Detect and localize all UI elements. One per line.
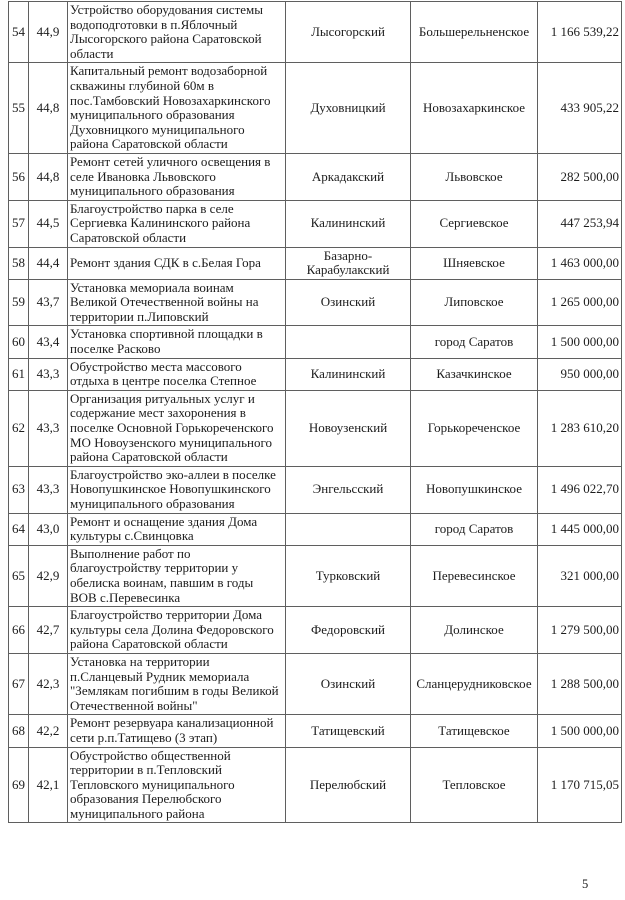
- row-number-cell: 61: [9, 358, 29, 390]
- amount-cell: 1 279 500,00: [538, 607, 622, 654]
- row-number-cell: 68: [9, 715, 29, 747]
- table-row: [9, 545, 622, 606]
- score-cell: 42,2: [29, 715, 68, 747]
- project-description-cell: Благоустройство парка в селе Сергиевка Калининского района Саратовской области: [68, 200, 286, 247]
- district-cell: Турковский: [286, 545, 411, 606]
- row-number-cell: 55: [9, 63, 29, 154]
- amount-cell: 1 288 500,00: [538, 653, 622, 714]
- table-row: [9, 326, 622, 358]
- municipality-cell: Новопушкинское: [411, 466, 538, 513]
- amount-cell: 1 500 000,00: [538, 326, 622, 358]
- municipality-cell: Тепловское: [411, 747, 538, 823]
- district-cell: Калининский: [286, 200, 411, 247]
- amount-cell: 1 500 000,00: [538, 715, 622, 747]
- row-number-cell: 59: [9, 279, 29, 326]
- project-description-cell: Ремонт сетей уличного освещения в селе Ивановка Львовского муниципального образования: [68, 153, 286, 200]
- amount-cell: 321 000,00: [538, 545, 622, 606]
- municipality-cell: Казачкинское: [411, 358, 538, 390]
- district-cell: [286, 326, 411, 358]
- project-description-cell: Установка мемориала воинам Великой Отечественной войны на территории п.Липовский: [68, 279, 286, 326]
- project-description-cell: Организация ритуальных услуг и содержание мест захоронения в поселке Основной Горькореченского МО Новоузенского муниципального района Саратовской области: [68, 390, 286, 466]
- district-cell: Калининский: [286, 358, 411, 390]
- projects-ranking-table: [8, 1, 622, 823]
- amount-cell: 1 496 022,70: [538, 466, 622, 513]
- district-cell: Федоровский: [286, 607, 411, 654]
- row-number-cell: 63: [9, 466, 29, 513]
- row-number-cell: 58: [9, 247, 29, 279]
- district-cell: Духовницкий: [286, 63, 411, 154]
- amount-cell: 433 905,22: [538, 63, 622, 154]
- row-number-cell: 62: [9, 390, 29, 466]
- district-cell: Перелюбский: [286, 747, 411, 823]
- municipality-cell: Татищевское: [411, 715, 538, 747]
- score-cell: 44,5: [29, 200, 68, 247]
- table-row: [9, 153, 622, 200]
- score-cell: 43,3: [29, 358, 68, 390]
- municipality-cell: Львовское: [411, 153, 538, 200]
- district-cell: Аркадакский: [286, 153, 411, 200]
- municipality-cell: Новозахаркинское: [411, 63, 538, 154]
- score-cell: 44,9: [29, 2, 68, 63]
- project-description-cell: Установка спортивной площадки в поселке Расково: [68, 326, 286, 358]
- amount-cell: 1 283 610,20: [538, 390, 622, 466]
- amount-cell: 1 445 000,00: [538, 513, 622, 545]
- page-number: 5: [582, 877, 589, 891]
- municipality-cell: город Саратов: [411, 513, 538, 545]
- amount-cell: 447 253,94: [538, 200, 622, 247]
- project-description-cell: Выполнение работ по благоустройству территории у обелиска воинам, павшим в годы ВОВ с.Перевесинка: [68, 545, 286, 606]
- district-cell: Энгельсский: [286, 466, 411, 513]
- amount-cell: 282 500,00: [538, 153, 622, 200]
- project-description-cell: Ремонт здания СДК в с.Белая Гора: [68, 247, 286, 279]
- project-description-cell: Обустройство общественной территории в п.Тепловский Тепловского муниципального образования Перелюбского муниципального района: [68, 747, 286, 823]
- district-cell: [286, 513, 411, 545]
- municipality-cell: Долинское: [411, 607, 538, 654]
- municipality-cell: Большерельненское: [411, 2, 538, 63]
- table-row: [9, 279, 622, 326]
- table-body: [9, 2, 622, 823]
- table-row: [9, 513, 622, 545]
- table-row: [9, 358, 622, 390]
- score-cell: 43,3: [29, 466, 68, 513]
- project-description-cell: Установка на территории п.Сланцевый Рудник мемориала "Землякам погибшим в годы Великой Отечественной войны": [68, 653, 286, 714]
- district-cell: Лысогорский: [286, 2, 411, 63]
- table-row: [9, 247, 622, 279]
- amount-cell: 1 463 000,00: [538, 247, 622, 279]
- table-row: [9, 63, 622, 154]
- district-cell: Новоузенский: [286, 390, 411, 466]
- project-description-cell: Ремонт резервуара канализационной сети р.п.Татищево (3 этап): [68, 715, 286, 747]
- project-description-cell: Обустройство места массового отдыха в центре поселка Степное: [68, 358, 286, 390]
- table-row: [9, 747, 622, 823]
- project-description-cell: Капитальный ремонт водозаборной скважины глубиной 60м в пос.Тамбовский Новозахаркинского муниципального образования Духовницкого муниципального района Саратовской области: [68, 63, 286, 154]
- municipality-cell: город Саратов: [411, 326, 538, 358]
- table-row: [9, 715, 622, 747]
- amount-cell: 1 166 539,22: [538, 2, 622, 63]
- score-cell: 44,4: [29, 247, 68, 279]
- district-cell: Озинский: [286, 279, 411, 326]
- municipality-cell: Сланцерудниковское: [411, 653, 538, 714]
- municipality-cell: Перевесинское: [411, 545, 538, 606]
- row-number-cell: 57: [9, 200, 29, 247]
- score-cell: 42,1: [29, 747, 68, 823]
- score-cell: 44,8: [29, 63, 68, 154]
- project-description-cell: Благоустройство территории Дома культуры села Долина Федоровского района Саратовской области: [68, 607, 286, 654]
- score-cell: 42,7: [29, 607, 68, 654]
- score-cell: 42,3: [29, 653, 68, 714]
- district-cell: Татищевский: [286, 715, 411, 747]
- score-cell: 43,3: [29, 390, 68, 466]
- project-description-cell: Ремонт и оснащение здания Дома культуры с.Свинцовка: [68, 513, 286, 545]
- score-cell: 43,4: [29, 326, 68, 358]
- amount-cell: 950 000,00: [538, 358, 622, 390]
- table-row: [9, 2, 622, 63]
- table-row: [9, 200, 622, 247]
- district-cell: Озинский: [286, 653, 411, 714]
- district-cell: Базарно-Карабулакский: [286, 247, 411, 279]
- score-cell: 44,8: [29, 153, 68, 200]
- municipality-cell: Шняевское: [411, 247, 538, 279]
- project-description-cell: Устройство оборудования системы водоподготовки в п.Яблочный Лысогорского района Саратовской области: [68, 2, 286, 63]
- row-number-cell: 65: [9, 545, 29, 606]
- row-number-cell: 69: [9, 747, 29, 823]
- table-row: [9, 607, 622, 654]
- table-row: [9, 390, 622, 466]
- row-number-cell: 67: [9, 653, 29, 714]
- score-cell: 43,7: [29, 279, 68, 326]
- row-number-cell: 60: [9, 326, 29, 358]
- row-number-cell: 66: [9, 607, 29, 654]
- row-number-cell: 56: [9, 153, 29, 200]
- amount-cell: 1 170 715,05: [538, 747, 622, 823]
- score-cell: 43,0: [29, 513, 68, 545]
- row-number-cell: 54: [9, 2, 29, 63]
- row-number-cell: 64: [9, 513, 29, 545]
- municipality-cell: Горькореченское: [411, 390, 538, 466]
- score-cell: 42,9: [29, 545, 68, 606]
- table-row: [9, 653, 622, 714]
- municipality-cell: Сергиевское: [411, 200, 538, 247]
- project-description-cell: Благоустройство эко-аллеи в поселке Новопушкинское Новопушкинского муниципального образования: [68, 466, 286, 513]
- table-row: [9, 466, 622, 513]
- municipality-cell: Липовское: [411, 279, 538, 326]
- amount-cell: 1 265 000,00: [538, 279, 622, 326]
